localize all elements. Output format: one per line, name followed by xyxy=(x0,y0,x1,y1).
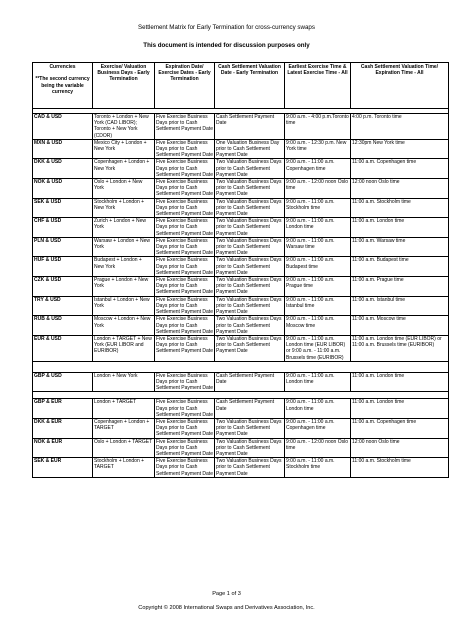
cell-expiration-date: Five Exercise Business Days prior to Cash Settlement Payment Date xyxy=(156,316,213,335)
document-title: Settlement Matrix for Early Termination for cross-currency swaps xyxy=(138,24,315,31)
cell-business-days: Stockholm + London + New York xyxy=(93,198,155,218)
cell-valuation-date: Two Valuation Business Days prior to Cash Settlement Payment Date xyxy=(215,335,285,361)
cell-exercise-time: 9:00 a.m. - 11:00 a.m. London time xyxy=(285,399,351,419)
table-row xyxy=(33,218,449,238)
settlement-matrix-table xyxy=(32,62,449,478)
cell-business-days: Istanbul + London + New York xyxy=(93,296,155,316)
cell-valuation-date: Two Valuation Business Days prior to Cash Settlement Payment Date xyxy=(215,316,285,336)
cell-currency-pair: HUF & USD xyxy=(33,257,93,277)
table-row xyxy=(33,438,449,458)
cell-currency-pair: CAD & USD xyxy=(33,114,93,140)
cell-expiration-date: Five Exercise Business Days prior to Cash Settlement Payment Date xyxy=(156,257,213,276)
cell-expiration-date: Five Exercise Business Days prior to Cash Settlement Payment Date xyxy=(155,114,215,140)
cell-business-days: Oslo + London + TARGET xyxy=(93,438,155,458)
cell-currency-pair: GBP & USD xyxy=(33,372,93,392)
cell-exercise-time: 9:00 a.m. - 11:00 a.m. Stockholm time xyxy=(285,198,351,218)
cell-business-days: Mexico City + London + New York xyxy=(93,139,155,159)
cell-expiration-date: Five Exercise Business Days prior to Cash Settlement Payment Date xyxy=(156,139,213,159)
table-header-row xyxy=(33,63,449,109)
cell-currency-pair: SEK & EUR xyxy=(33,458,93,478)
header-currencies xyxy=(33,63,93,109)
cell-valuation-date: Two Valuation Business Days prior to Cash Settlement Payment Date xyxy=(215,198,285,218)
cell-expiration-time: 11:00 a.m. Istanbul time xyxy=(351,296,449,316)
cell-expiration-date: Five Exercise Business Days prior to Cash Settlement Payment Date xyxy=(156,237,213,257)
header-expiration-date: Expiration Date/ Exercise Dates - Early Termination xyxy=(155,63,215,109)
cell-expiration-date: Five Exercise Business Days prior to Cash Settlement Payment Date xyxy=(155,335,215,361)
cell-business-days: Zurich + London + New York xyxy=(93,218,155,238)
cell-valuation-date: Two Valuation Business Days prior to Cash Settlement Payment Date xyxy=(215,418,285,438)
cell-exercise-time: 9:00 a.m. - 11:00 a.m. Warsaw time xyxy=(285,237,351,257)
cell-expiration-time: 12:00 noon Oslo time xyxy=(351,179,449,199)
cell-exercise-time: 9:00 a.m. - 11:00 a.m. Moscow time xyxy=(285,316,351,336)
cell-exercise-time: 9:00 a.m. - 12:00 noon Oslo time xyxy=(285,179,351,199)
cell-valuation-date: Two Valuation Business Days prior to Cash Settlement Payment Date xyxy=(215,438,285,458)
cell-valuation-date: Two Valuation Business Days prior to Cash Settlement Payment Date xyxy=(215,218,285,238)
cell-valuation-date: One Valuation Business Day prior to Cash Settlement Payment Date xyxy=(215,139,285,159)
header-business-days: Exercise/ Valuation Business Days - Early Termination xyxy=(93,63,155,109)
header-expiration-time: Cash Settlement Valuation Time/ Expiration Time - All xyxy=(351,63,449,109)
cell-business-days: Copenhagen + London + New York xyxy=(93,159,155,179)
cell-expiration-date: Five Exercise Business Days prior to Cash Settlement Payment Date xyxy=(156,418,213,438)
cell-business-days: London + TARGET + New York (EUR LIBOR and EURIBOR) xyxy=(93,335,155,361)
cell-expiration-time: 11:00 a.m. London time xyxy=(351,372,449,392)
table-row xyxy=(33,418,449,438)
cell-exercise-time: 9:00 a.m. - 11:00 a.m. London time (EUR LIBOR) or 9:00 a.m. - 11:00 a.m. Brussels time (EURIBOR) xyxy=(285,335,351,361)
cell-exercise-time: 9:00 a.m. - 11:00 a.m. Copenhagen time xyxy=(285,418,351,438)
page-number: Page 1 of 3 xyxy=(212,591,241,597)
cell-expiration-time: 11:00 a.m. London time xyxy=(351,218,449,238)
cell-expiration-time: 4:00 p.m. Toronto time xyxy=(351,114,449,140)
cell-currency-pair: CZK & USD xyxy=(33,277,93,297)
cell-business-days: Copenhagen + London + TARGET xyxy=(93,418,155,438)
cell-valuation-date: Two Valuation Business Days prior to Cash Settlement Payment Date xyxy=(215,237,285,257)
cell-expiration-time: 11:00 a.m. Budapest time xyxy=(351,257,449,277)
cell-currency-pair: EUR & USD xyxy=(33,335,93,361)
table-row xyxy=(33,257,449,277)
cell-expiration-date: Five Exercise Business Days prior to Cash Settlement Payment Date xyxy=(156,438,213,457)
cell-currency-pair: GBP & EUR xyxy=(33,399,93,419)
header-exercise-time: Earliest Exercise Time & Latest Exercise Time - All xyxy=(285,63,351,109)
cell-expiration-time: 11:00 a.m. Warsaw time xyxy=(351,237,449,257)
cell-business-days: Oslo + London + New York xyxy=(93,179,155,199)
cell-valuation-date: Two Valuation Business Days prior to Cash Settlement Payment Date xyxy=(215,296,285,316)
cell-expiration-date: Five Exercise Business Days prior to Cash Settlement Payment Date xyxy=(156,372,213,392)
cell-business-days: London + TARGET xyxy=(93,399,155,419)
cell-valuation-date: Two Valuation Business Days prior to Cash Settlement Payment Date xyxy=(215,277,285,297)
cell-valuation-date: Cash Settlement Payment Date xyxy=(215,114,285,140)
cell-expiration-date: Five Exercise Business Days prior to Cash Settlement Payment Date xyxy=(156,296,213,316)
cell-currency-pair: MXN & USD xyxy=(33,139,93,159)
cell-exercise-time: 9:00 a.m. - 11:00 a.m. Prague time xyxy=(285,277,351,297)
cell-business-days: London + New York xyxy=(93,372,155,392)
cell-business-days: Budapest + London + New York xyxy=(93,257,155,277)
cell-valuation-date: Two Valuation Business Days prior to Cash Settlement Payment Date xyxy=(215,159,285,179)
spacer-row xyxy=(33,392,449,399)
cell-business-days: Toronto + London + New York (CAD LIBOR); Toronto + New York (CDOR) xyxy=(93,114,155,140)
cell-exercise-time: 9:00 a.m. - 11:00 a.m. Budapest time xyxy=(285,257,351,277)
cell-exercise-time: 9:00 a.m. - 11:00 a.m. London time xyxy=(285,372,351,392)
table-row xyxy=(33,237,449,257)
spacer-row xyxy=(33,361,449,372)
cell-exercise-time: 9:00 a.m. - 11:00 a.m. London time xyxy=(285,218,351,238)
cell-expiration-time: 11:00 a.m. Moscow time xyxy=(351,316,449,336)
table-row xyxy=(33,139,449,159)
cell-business-days: Prague + London + New York xyxy=(93,277,155,297)
cell-business-days: Warsaw + London + New York xyxy=(93,237,155,257)
table-row xyxy=(33,458,449,478)
cell-expiration-time: 11:00 a.m. Stockholm time xyxy=(351,458,449,478)
header-currencies-note: **The second currency being the variable currency xyxy=(35,76,90,95)
header-currencies-label: Currencies xyxy=(49,64,76,70)
cell-expiration-date: Five Exercise Business Days prior to Cash Settlement Payment Date xyxy=(156,198,213,218)
table-row xyxy=(33,114,449,140)
cell-expiration-time: 11:00 a.m. Stockholm time xyxy=(351,198,449,218)
table-row xyxy=(33,399,449,419)
cell-expiration-date: Five Exercise Business Days prior to Cash Settlement Payment Date xyxy=(156,399,213,418)
table-body xyxy=(33,114,449,478)
cell-currency-pair: DKK & USD xyxy=(33,159,93,179)
table-row xyxy=(33,296,449,316)
cell-expiration-date: Five Exercise Business Days prior to Cash Settlement Payment Date xyxy=(156,179,213,198)
cell-currency-pair: NOK & USD xyxy=(33,179,93,199)
copyright-notice: Copyright © 2008 International Swaps and Derivatives Association, Inc. xyxy=(138,605,315,611)
table-row xyxy=(33,179,449,199)
cell-exercise-time: 9:00 a.m. - 4:00 p.m.Toronto time xyxy=(285,114,351,140)
cell-exercise-time: 9:00 a.m. - 12:00 noon Oslo time xyxy=(285,438,351,458)
cell-expiration-time: 11:00 a.m. Copenhagen time xyxy=(351,159,449,179)
cell-currency-pair: PLN & USD xyxy=(33,237,93,257)
cell-valuation-date: Two Valuation Business Days prior to Cash Settlement Payment Date xyxy=(215,179,285,199)
cell-currency-pair: SEK & USD xyxy=(33,198,93,218)
cell-currency-pair: RUB & USD xyxy=(33,316,93,336)
document-subtitle: This document is intended for discussion purposes only xyxy=(143,42,310,49)
cell-expiration-time: 11:00 a.m. Copenhagen time xyxy=(351,418,449,438)
cell-expiration-date: Five Exercise Business Days prior to Cash Settlement Payment Date xyxy=(156,277,213,296)
table-row xyxy=(33,335,449,361)
cell-expiration-time: 12:30pm New York time xyxy=(351,139,449,159)
cell-exercise-time: 9:00 a.m. - 12:30 p.m. New York time xyxy=(285,139,351,159)
cell-expiration-time: 12:00 noon Oslo time xyxy=(351,438,449,458)
table-row xyxy=(33,316,449,336)
cell-expiration-time: 11:00 a.m. London time xyxy=(351,399,449,419)
header-valuation-date: Cash Settlement Valuation Date - Early Termination xyxy=(215,63,285,109)
cell-exercise-time: 9:00 a.m. - 11:00 a.m. Istanbul time xyxy=(285,296,351,316)
table-row xyxy=(33,159,449,179)
cell-expiration-date: Five Exercise Business Days prior to Cash Settlement Payment Date xyxy=(156,159,213,178)
cell-expiration-date: Five Exercise Business Days prior to Cash Settlement Payment Date xyxy=(156,218,213,237)
cell-currency-pair: CHF & USD xyxy=(33,218,93,238)
cell-currency-pair: NOK & EUR xyxy=(33,438,93,458)
cell-expiration-time: 11:00 a.m. London time (EUR LIBOR) or 11:00 a.m. Brussels time (EURIBOR) xyxy=(351,335,449,361)
cell-valuation-date: Cash Settlement Payment Date xyxy=(215,372,285,392)
cell-expiration-date: Five Exercise Business Days prior to Cash Settlement Payment Date xyxy=(156,458,213,477)
table-row xyxy=(33,277,449,297)
cell-business-days: Moscow + London + New York xyxy=(93,316,155,336)
table-row xyxy=(33,198,449,218)
table-row xyxy=(33,372,449,392)
cell-valuation-date: Two Valuation Business Days prior to Cash Settlement Payment Date xyxy=(215,257,285,277)
cell-valuation-date: Two Valuation Business Days prior to Cash Settlement Payment Date xyxy=(215,458,285,478)
cell-valuation-date: Cash Settlement Payment Date xyxy=(215,399,285,419)
cell-exercise-time: 9:00 a.m. - 11:00 a.m. Stockholm time xyxy=(285,458,351,478)
cell-expiration-time: 11:00 a.m. Prague time xyxy=(351,277,449,297)
cell-exercise-time: 9:00 a.m. - 11:00 a.m. Copenhagen time xyxy=(285,159,351,179)
cell-currency-pair: TRY & USD xyxy=(33,296,93,316)
cell-business-days: Stockholm + London + TARGET xyxy=(93,458,155,478)
cell-currency-pair: DKK & EUR xyxy=(33,418,93,438)
